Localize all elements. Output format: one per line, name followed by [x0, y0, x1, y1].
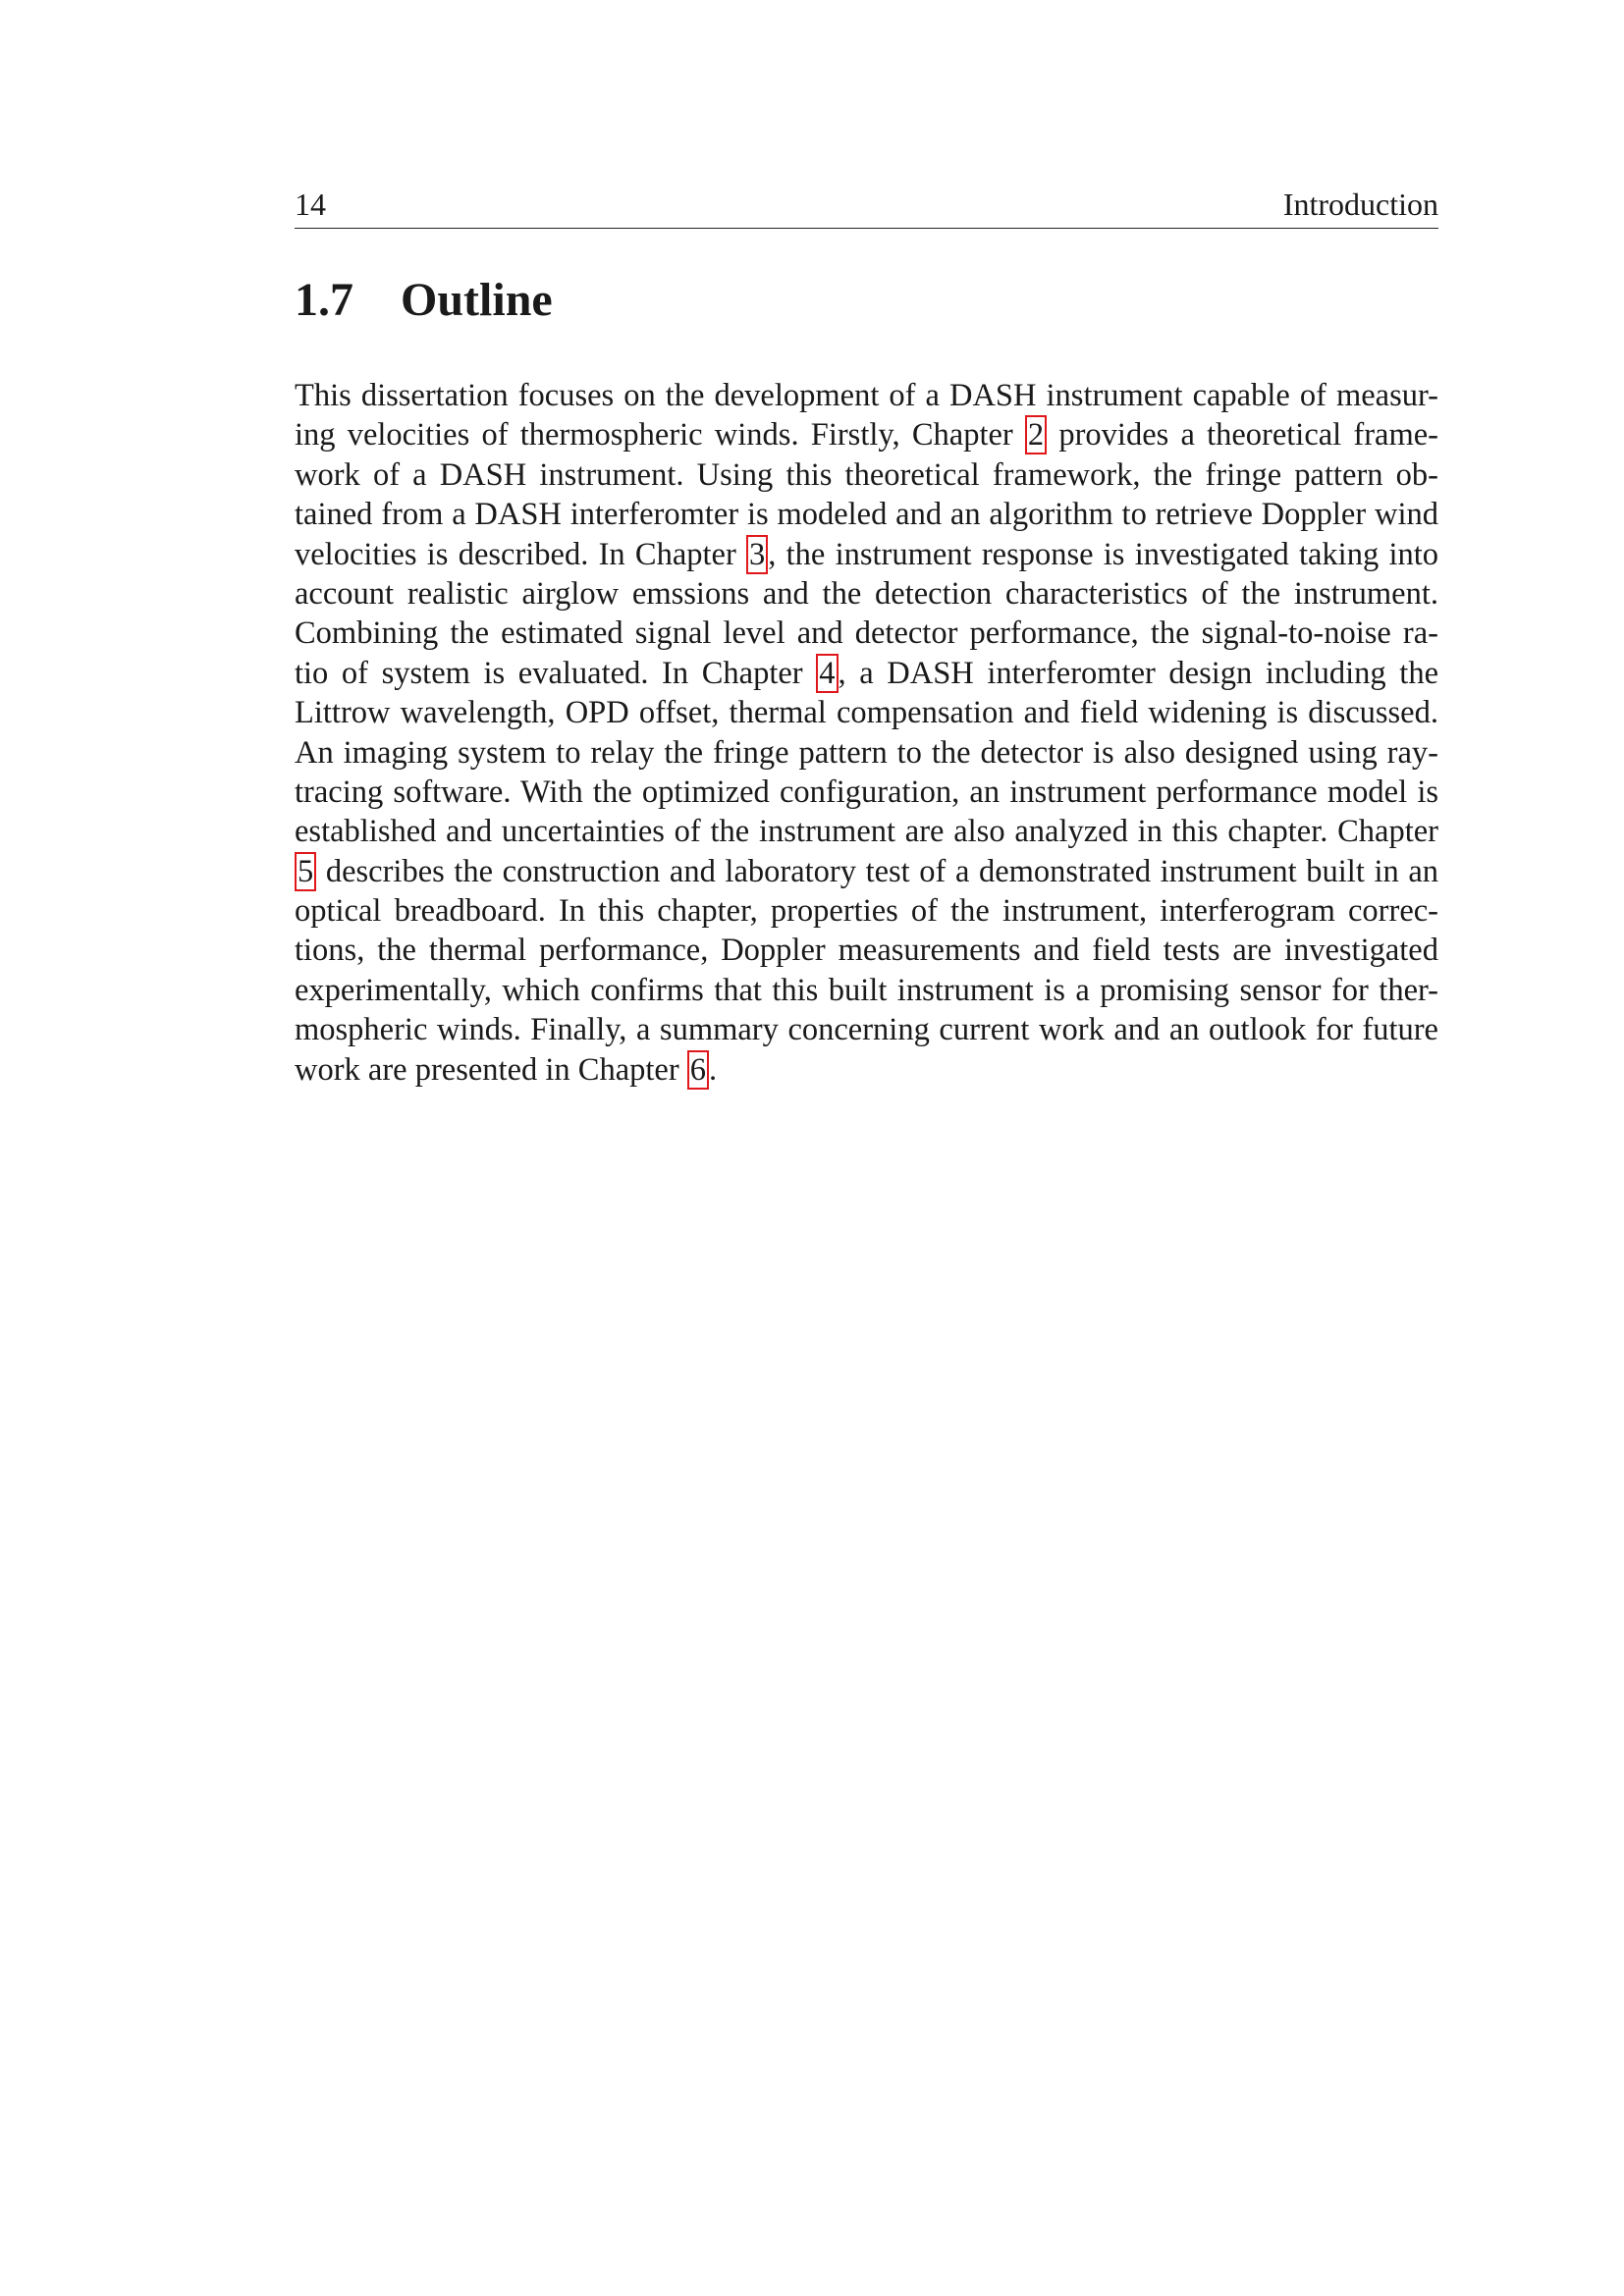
text-segment: tions, the thermal performance, Doppler measurements and field tests are investigated — [295, 933, 1438, 969]
text-segment: , a DASH interferomter design including the — [838, 655, 1438, 691]
text-segment: work of a DASH instrument. Using this theoretical framework, the fringe pattern ob- — [295, 456, 1438, 493]
text-segment: tio of system is evaluated. In Chapter — [295, 655, 817, 691]
text-segment: work are presented in Chapter — [295, 1051, 687, 1088]
text-segment: describes the construction and laboratory test of a demonstrated instrument built in an — [316, 853, 1438, 889]
text-segment: An imaging system to relay the fringe pattern to the detector is also designed using ray- — [295, 734, 1438, 771]
text-line — [295, 971, 1438, 1010]
text-segment: tained from a DASH interferomter is modeled and an algorithm to retrieve Doppler wind — [295, 497, 1438, 533]
text-segment: established and uncertainties of the instrument are also analyzed in this chapter. Chapter — [295, 814, 1438, 850]
text-line — [295, 852, 1438, 891]
text-line — [295, 891, 1438, 931]
text-line — [295, 654, 1438, 693]
text-line — [295, 733, 1438, 773]
text-segment: mospheric winds. Finally, a summary concerning current work and an outlook for future — [295, 1012, 1438, 1048]
text-line — [295, 931, 1438, 970]
text-line — [295, 1010, 1438, 1049]
page-header — [295, 185, 1438, 229]
section-heading — [295, 271, 553, 330]
text-line — [295, 376, 1438, 415]
text-segment: . — [709, 1051, 718, 1088]
text-segment: experimentally, which confirms that this built instrument is a promising sensor for ther- — [295, 972, 1438, 1008]
text-segment: , the instrument response is investigated taking into — [768, 536, 1438, 572]
text-line — [295, 1050, 1438, 1090]
section-title: Outline — [401, 274, 553, 326]
text-segment: optical breadboard. In this chapter, properties of the instrument, interferogram correc- — [295, 893, 1438, 930]
chapter-ref-link[interactable]: 4 — [816, 654, 838, 693]
text-line — [295, 812, 1438, 851]
text-line — [295, 455, 1438, 495]
text-line — [295, 574, 1438, 614]
text-line — [295, 773, 1438, 812]
text-segment: This dissertation focuses on the development of a DASH instrument capable of measur- — [295, 378, 1438, 413]
text-line — [295, 535, 1438, 574]
outline-paragraph — [295, 376, 1438, 1090]
chapter-ref-link[interactable]: 6 — [687, 1050, 709, 1090]
section-number: 1.7 — [295, 274, 353, 326]
chapter-ref-link[interactable]: 2 — [1025, 415, 1047, 454]
running-head: Introduction — [1282, 187, 1438, 222]
text-segment: Combining the estimated signal level and detector performance, the signal-to-noise ra- — [295, 615, 1438, 652]
text-segment: Littrow wavelength, OPD offset, thermal compensation and field widening is discussed. — [295, 695, 1438, 731]
text-line — [295, 415, 1438, 454]
chapter-ref-link[interactable]: 3 — [746, 535, 768, 574]
text-line — [295, 614, 1438, 653]
text-segment: tracing software. With the optimized configuration, an instrument performance model is — [295, 774, 1438, 810]
text-line — [295, 495, 1438, 534]
text-segment: provides a theoretical frame- — [1047, 417, 1438, 454]
chapter-ref-link[interactable]: 5 — [295, 852, 316, 891]
page-number: 14 — [295, 187, 326, 222]
text-segment: account realistic airglow emssions and the detection characteristics of the instrument. — [295, 575, 1438, 612]
text-segment: velocities is described. In Chapter — [295, 536, 747, 572]
text-line — [295, 693, 1438, 732]
text-segment: ing velocities of thermospheric winds. Firstly, Chapter — [295, 417, 1025, 454]
